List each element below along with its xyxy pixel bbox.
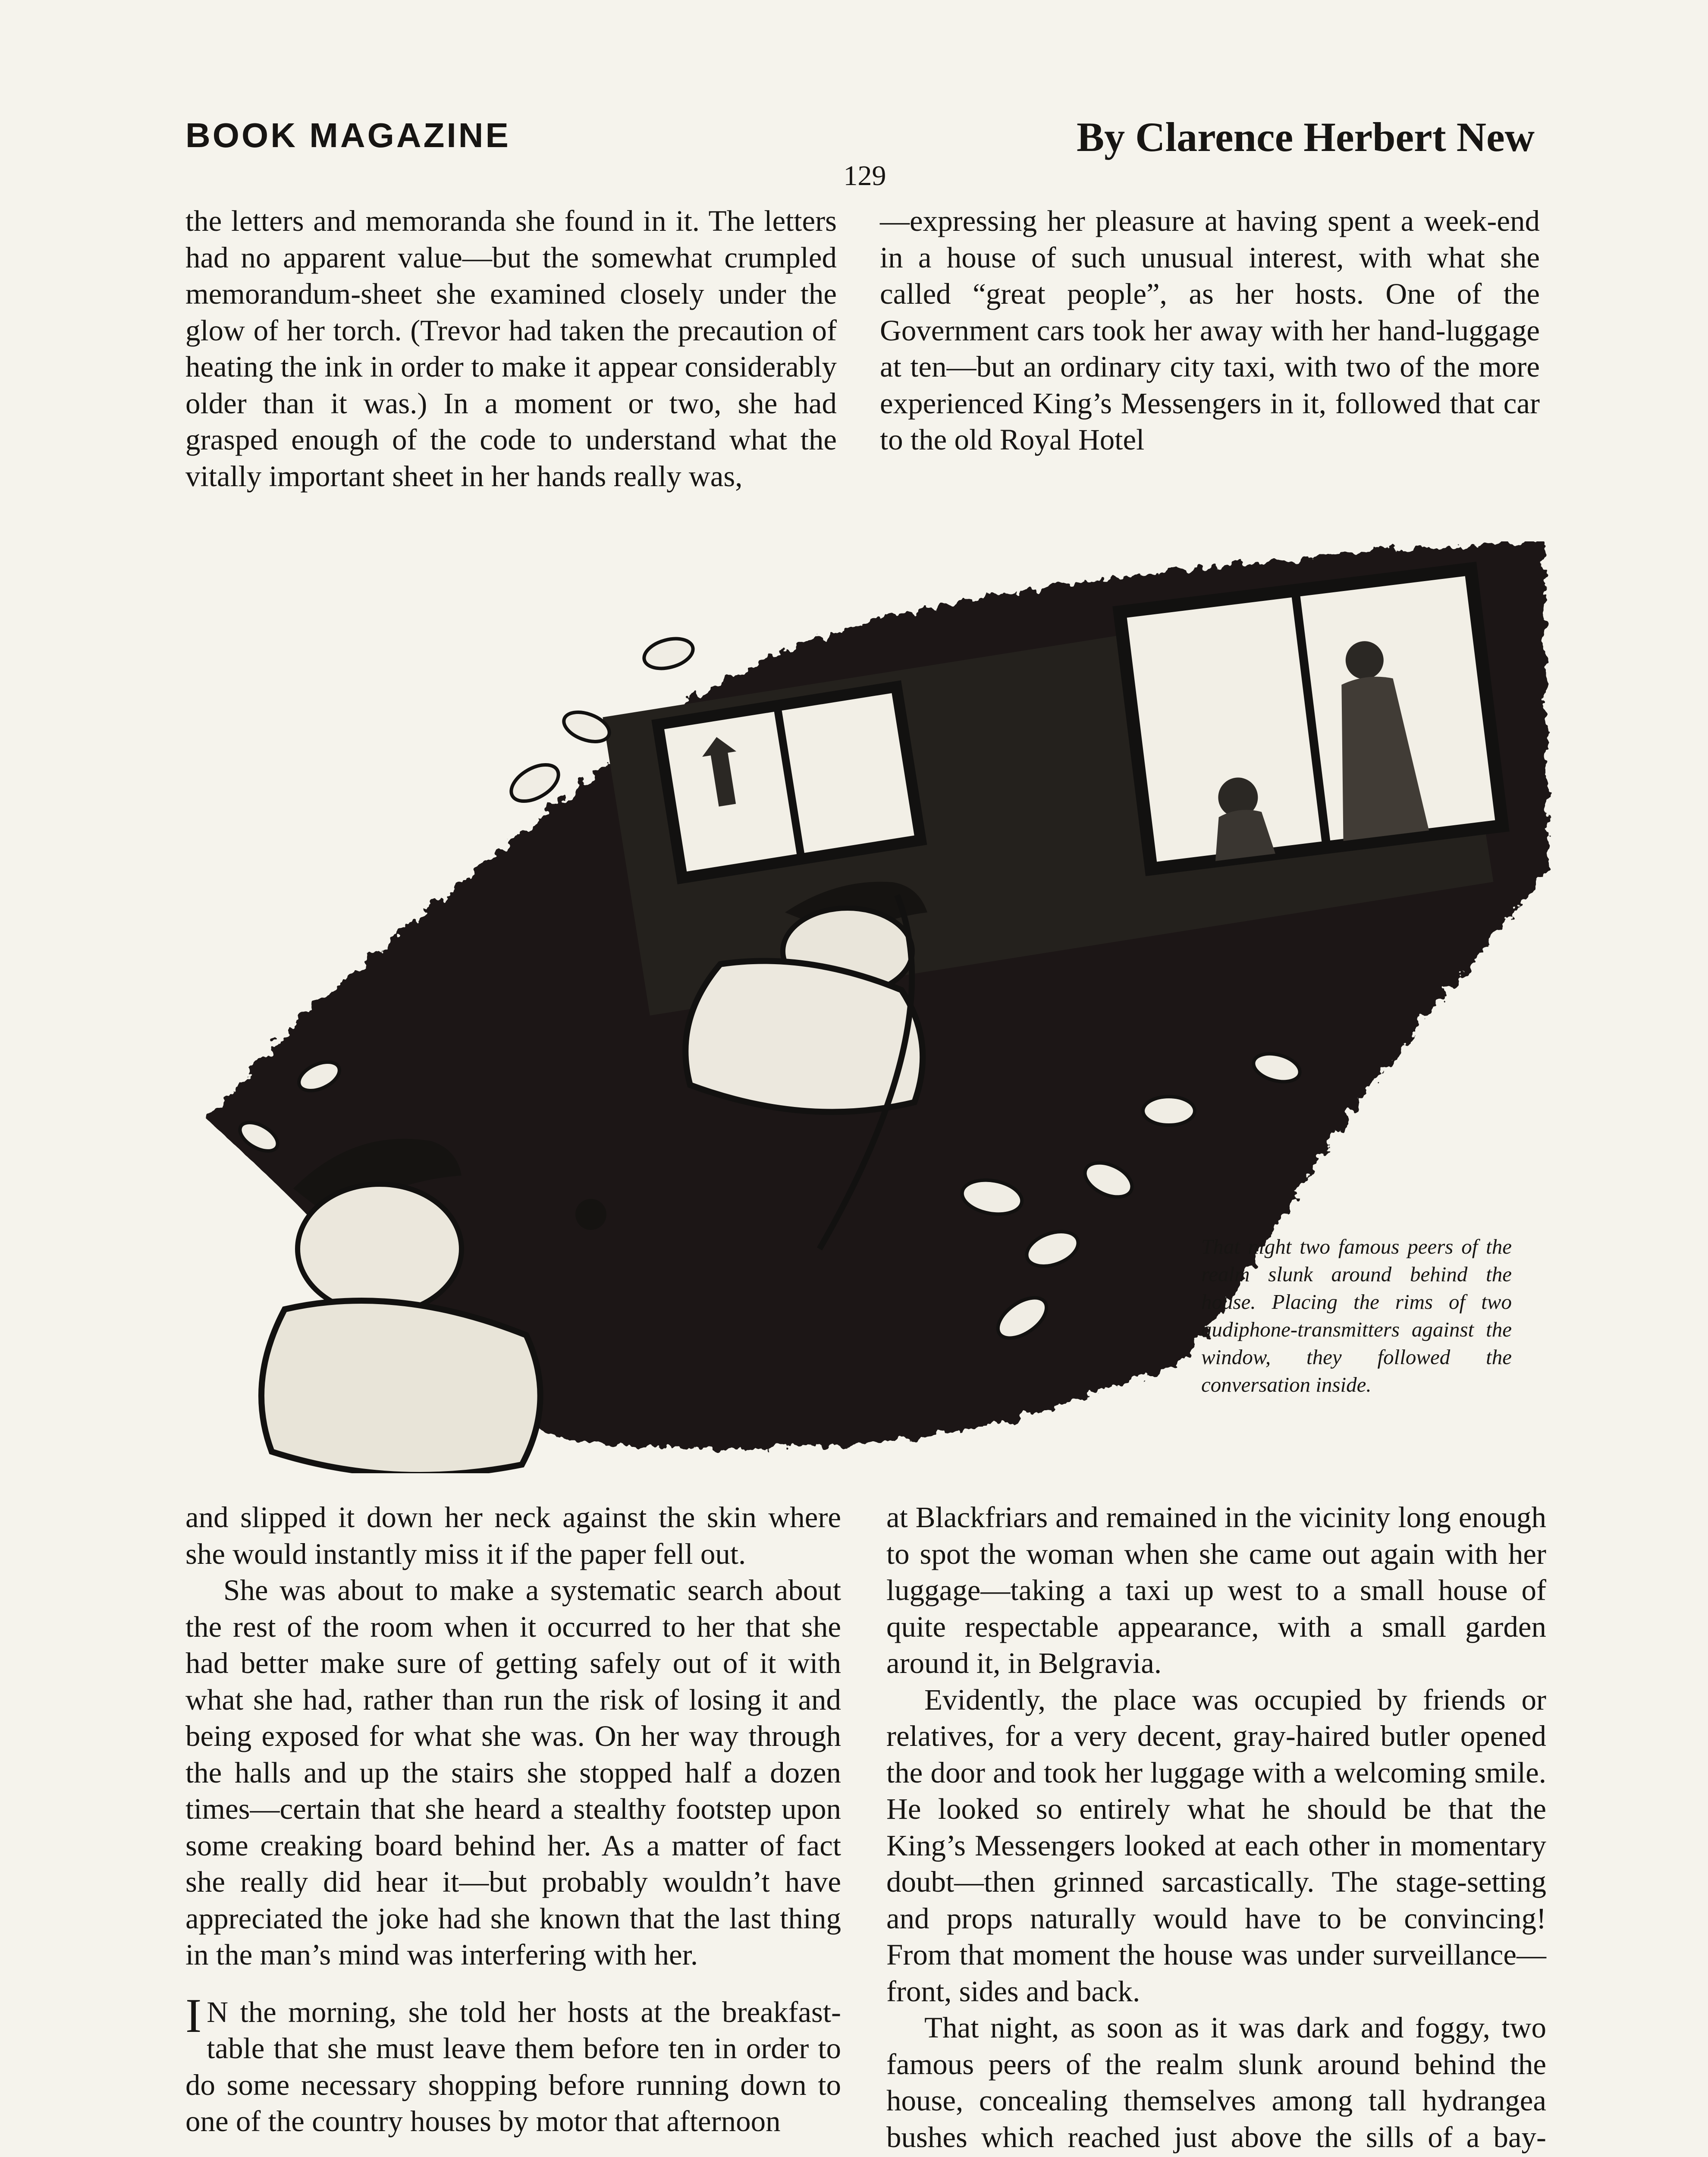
top-left-column bbox=[185, 203, 837, 494]
paragraph: at Blackfriars and remained in the vicinity long enough to spot the woman when she came out again with her luggage—taking a taxi up west to a small house of quite respectable appearance, with a small garden around it, in Belgravia. bbox=[886, 1501, 1546, 1679]
paragraph: That night, as soon as it was dark and foggy, two famous peers of the realm slunk around behind the house, concealing themselves among tall hydrangea bushes which reached just above the sills of a bay- bbox=[886, 2011, 1546, 2154]
paragraph: —expressing her pleasure at having spent a week-end in a house of such unusual interest, with what she called “great people”, as her hosts. One of the Government cars took her away with her hand-luggage at ten—but an ordinary city taxi, with two of the more experienced King’s Messengers in it, followed that car to the old Royal Hotel bbox=[880, 204, 1540, 456]
window-left bbox=[658, 687, 920, 878]
audiphone-transmitter bbox=[575, 1199, 606, 1230]
drop-cap: I bbox=[185, 1989, 202, 2043]
paragraph: the letters and memoranda she found in it. The letters had no apparent value—but the somewhat crumpled memorandum-sheet she examined closely under the glow of her torch. (Trevor had taken the precaution of heating the ink in order to make it appear considerably older than it was.) In a moment or two, she had grasped enough of the code to understand what the vitally important sheet in her hands really was, bbox=[185, 204, 837, 493]
paragraph: She was about to make a systematic search about the rest of the room when it occurred to her that she had better make sure of getting safely out of it with what she had, rather than run the risk of losing it and being exposed for what she was. On her way through the halls and up the stairs she stopped half a dozen times—certain that she heard a stealthy footstep upon some creaking board behind her. As a matter of fact she really did hear it—but probably wouldn’t have appreciated the joke had she known that the last thing in the man’s mind was interfering with her. bbox=[185, 1574, 841, 1971]
paragraph bbox=[185, 1989, 841, 2140]
page-number: 129 bbox=[843, 160, 886, 192]
bottom-right-column bbox=[886, 1499, 1546, 2157]
bottom-left-column bbox=[185, 1499, 841, 2140]
paragraph: Evidently, the place was occupied by friends or relatives, for a very decent, gray-haired butler opened the door and took her luggage with a welcoming smile. He looked so entirely what he should be that the King’s Messengers looked at each other in momentary doubt—then grinned sarcastically. The stage-setting and props naturally would have to be convincing! From that moment the house was under surveillance—front, sides and back. bbox=[886, 1683, 1546, 2008]
author-byline: By Clarence Herbert New bbox=[1077, 114, 1535, 160]
illustration-caption: That night two famous peers of the realm slunk around behind the house. Placing the rims of two audiphone-transmitters against the window, they followed the conversation inside. bbox=[1201, 1235, 1512, 1396]
window-right bbox=[1120, 569, 1502, 869]
magazine-title: BOOK MAGAZINE bbox=[185, 116, 511, 154]
paragraph: and slipped it down her neck against the skin where she would instantly miss it if the paper fell out. bbox=[185, 1501, 841, 1570]
top-right-column bbox=[880, 203, 1540, 458]
paragraph-text: N the morning, she told her hosts at the breakfast-table that she must leave them before ten in order to do some necessary shopping before running down to one of the country houses by motor that afternoon bbox=[185, 1995, 841, 2138]
